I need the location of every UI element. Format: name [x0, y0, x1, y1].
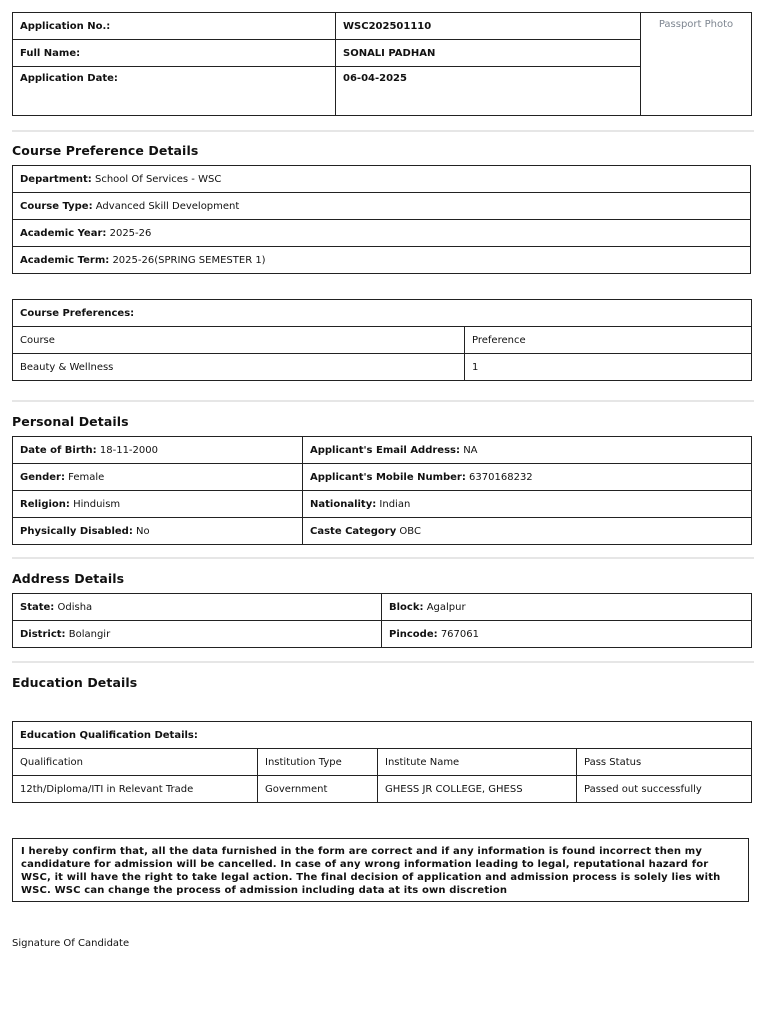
caste-value: OBC: [399, 525, 421, 537]
block-cell: [382, 594, 752, 621]
state-cell: [13, 594, 382, 621]
religion-label: Religion:: [20, 498, 70, 510]
gender-cell: [13, 464, 303, 491]
pincode-cell: [382, 621, 752, 648]
course-preferences-title: Course Preferences:: [13, 300, 752, 327]
academic-year-value: 2025-26: [109, 227, 152, 239]
declaration-text: I hereby confirm that, all the data furnished in the form are correct and if any information is found incorrect then my candidature for admission will be cancelled. In case of any wrong information leading to legal, reputational hazard for WSC, it will have the right to take legal action. The final decision of application and admission process is solely lies with WSC. WSC can change the process of admission including data at its own discretion: [12, 838, 749, 902]
application-date-label: Application Date:: [13, 67, 336, 116]
email-label: Applicant's Email Address:: [310, 444, 460, 456]
department-label: Department:: [20, 173, 92, 185]
nationality-cell: [303, 491, 752, 518]
pincode-value: 767061: [440, 628, 479, 640]
nationality-value: Indian: [379, 498, 411, 510]
department-row: [13, 166, 751, 193]
district-label: District:: [20, 628, 66, 640]
religion-value: Hinduism: [73, 498, 121, 510]
state-value: Odisha: [57, 601, 93, 613]
academic-year-label: Academic Year:: [20, 227, 107, 239]
course-type-label: Course Type:: [20, 200, 93, 212]
course-type-row: [13, 193, 751, 220]
district-value: Bolangir: [68, 628, 111, 640]
gender-label: Gender:: [20, 471, 65, 483]
pass-status-cell: Passed out successfully: [577, 776, 752, 803]
academic-year-row: [13, 220, 751, 247]
gender-value: Female: [68, 471, 105, 483]
academic-term-label: Academic Term:: [20, 254, 110, 266]
institute-name-cell: GHESS JR COLLEGE, GHESS: [378, 776, 577, 803]
district-cell: [13, 621, 382, 648]
institution-type-cell: Government: [258, 776, 378, 803]
table-row: [13, 776, 752, 803]
disabled-label: Physically Disabled:: [20, 525, 133, 537]
signature-label: Signature Of Candidate: [12, 938, 130, 949]
application-no-label: Application No.:: [13, 13, 336, 40]
dob-value: 18-11-2000: [99, 444, 158, 456]
header-pass-status: Pass Status: [577, 749, 752, 776]
course-cell: Beauty & Wellness: [13, 354, 465, 381]
header-preference: Preference: [465, 327, 752, 354]
course-preference-title: Course Preference Details: [12, 143, 199, 158]
address-details-table: [12, 593, 752, 648]
email-value: NA: [463, 444, 478, 456]
application-date-value: 06-04-2025: [336, 67, 641, 116]
education-table-title: Education Qualification Details:: [13, 722, 752, 749]
header-institution-type: Institution Type: [258, 749, 378, 776]
religion-cell: [13, 491, 303, 518]
divider: [12, 661, 754, 663]
table-row: [13, 354, 752, 381]
caste-label: Caste Category: [310, 525, 397, 537]
department-value: School Of Services - WSC: [95, 173, 222, 185]
full-name-label: Full Name:: [13, 40, 336, 67]
disabled-cell: [13, 518, 303, 545]
personal-details-title: Personal Details: [12, 414, 129, 429]
address-details-title: Address Details: [12, 571, 125, 586]
academic-term-value: 2025-26(SPRING SEMESTER 1): [112, 254, 266, 266]
qualification-cell: 12th/Diploma/ITI in Relevant Trade: [13, 776, 258, 803]
header-qualification: Qualification: [13, 749, 258, 776]
education-details-title: Education Details: [12, 675, 138, 690]
application-no-value: WSC202501110: [336, 13, 641, 40]
dob-cell: [13, 437, 303, 464]
nationality-label: Nationality:: [310, 498, 377, 510]
header-institute-name: Institute Name: [378, 749, 577, 776]
full-name-value: SONALI PADHAN: [336, 40, 641, 67]
course-preference-table: [12, 165, 751, 274]
academic-term-row: [13, 247, 751, 274]
course-type-value: Advanced Skill Development: [95, 200, 240, 212]
course-preferences-table: [12, 299, 752, 381]
application-header-table: [12, 12, 752, 116]
state-label: State:: [20, 601, 55, 613]
pincode-label: Pincode:: [389, 628, 438, 640]
email-cell: [303, 437, 752, 464]
preference-cell: 1: [465, 354, 752, 381]
divider: [12, 130, 754, 132]
mobile-cell: [303, 464, 752, 491]
education-table: [12, 721, 752, 803]
mobile-label: Applicant's Mobile Number:: [310, 471, 466, 483]
dob-label: Date of Birth:: [20, 444, 97, 456]
block-label: Block:: [389, 601, 424, 613]
personal-details-table: [12, 436, 752, 545]
divider: [12, 557, 754, 559]
mobile-value: 6370168232: [469, 471, 533, 483]
caste-cell: [303, 518, 752, 545]
passport-photo-placeholder: Passport Photo: [641, 13, 752, 116]
block-value: Agalpur: [426, 601, 466, 613]
divider: [12, 400, 754, 402]
header-course: Course: [13, 327, 465, 354]
disabled-value: No: [136, 525, 150, 537]
